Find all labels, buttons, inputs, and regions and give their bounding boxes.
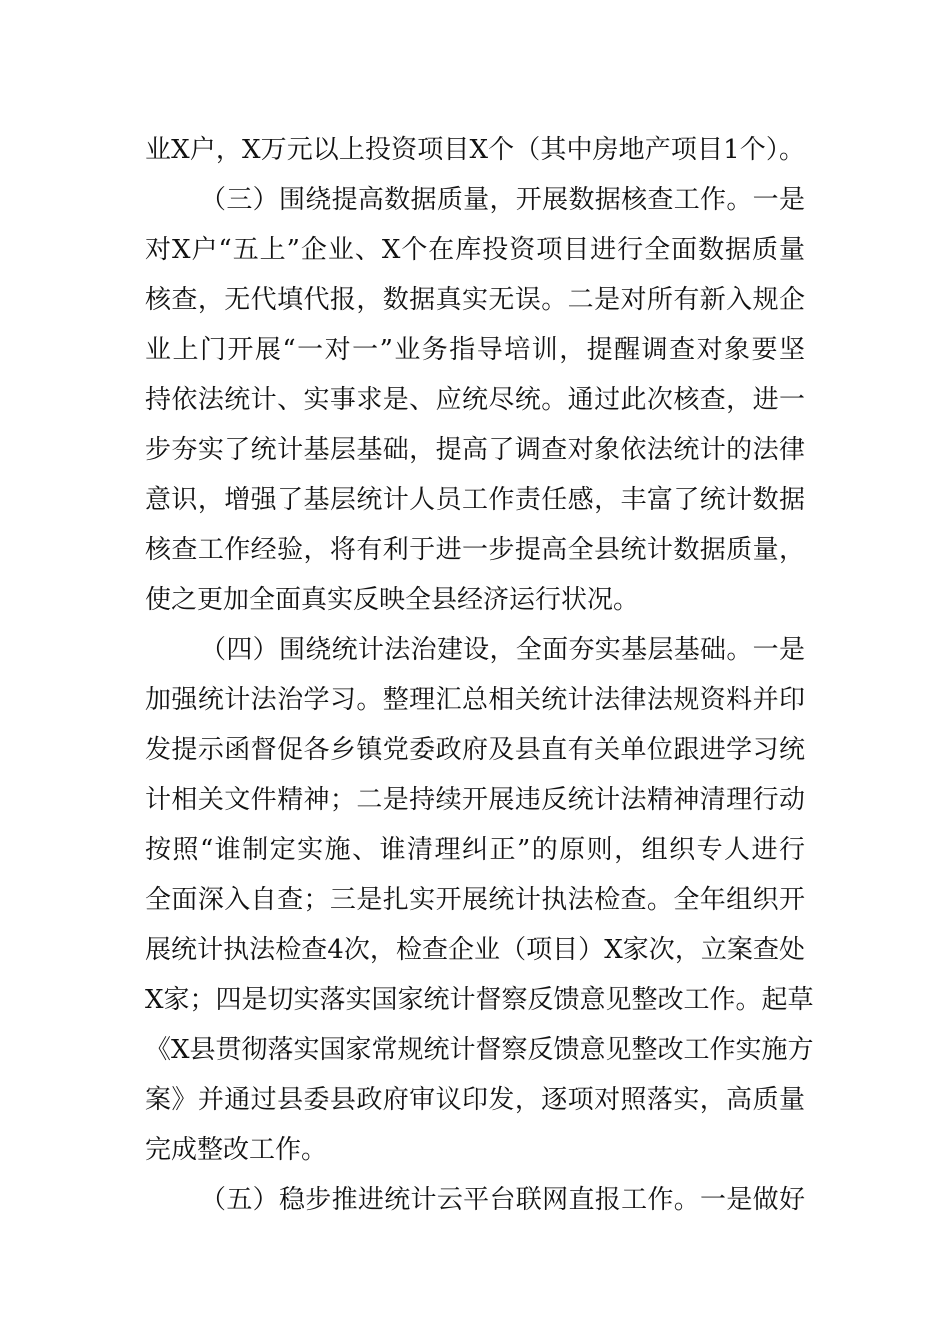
section-4-heading-line: （四）围绕统计法治建设，全面夯实基层基础。一是 <box>200 635 805 665</box>
text-line-4: 核查，无代填代报，数据真实无误。二是对所有新入规企 <box>145 285 805 315</box>
text-line-15: 按照“谁制定实施、谁清理纠正”的原则，组织专人进行 <box>145 835 805 865</box>
text-line-10: 使之更加全面真实反映全县经济运行状况。 <box>145 585 640 615</box>
text-line-16: 全面深入自查；三是扎实开展统计执法检查。全年组织开 <box>145 885 805 915</box>
text-line-12: 加强统计法治学习。整理汇总相关统计法律法规资料并印 <box>145 685 805 715</box>
text-line-18: X家；四是切实落实国家统计督察反馈意见整改工作。起草 <box>145 985 814 1015</box>
text-line-6: 持依法统计、实事求是、应统尽统。通过此次核查，进一 <box>145 385 805 415</box>
text-line-9: 核查工作经验，将有利于进一步提高全县统计数据质量， <box>145 535 805 565</box>
text-line-17: 展统计执法检查4次，检查企业（项目）X家次，立案查处 <box>145 935 805 965</box>
text-line-8: 意识，增强了基层统计人员工作责任感，丰富了统计数据 <box>145 485 805 515</box>
section-5-heading-line: （五）稳步推进统计云平台联网直报工作。一是做好 <box>200 1185 805 1215</box>
text-line-3: 对X户“五上”企业、X个在库投资项目进行全面数据质量 <box>145 235 805 265</box>
text-line-20: 案》并通过县委县政府审议印发，逐项对照落实，高质量 <box>145 1085 805 1115</box>
text-line-1: 业X户，X万元以上投资项目X个（其中房地产项目1个）。 <box>145 135 805 165</box>
text-line-14: 计相关文件精神；二是持续开展违反统计法精神清理行动 <box>145 785 805 815</box>
text-line-7: 步夯实了统计基层基础，提高了调查对象依法统计的法律 <box>145 435 805 465</box>
text-line-13: 发提示函督促各乡镇党委政府及县直有关单位跟进学习统 <box>145 735 805 765</box>
section-3-heading-line: （三）围绕提高数据质量，开展数据核查工作。一是 <box>200 185 805 215</box>
text-line-19: 《X县贯彻落实国家常规统计督察反馈意见整改工作实施方 <box>145 1035 814 1065</box>
text-line-5: 业上门开展“一对一”业务指导培训，提醒调查对象要坚 <box>145 335 805 365</box>
text-line-21: 完成整改工作。 <box>145 1135 328 1165</box>
